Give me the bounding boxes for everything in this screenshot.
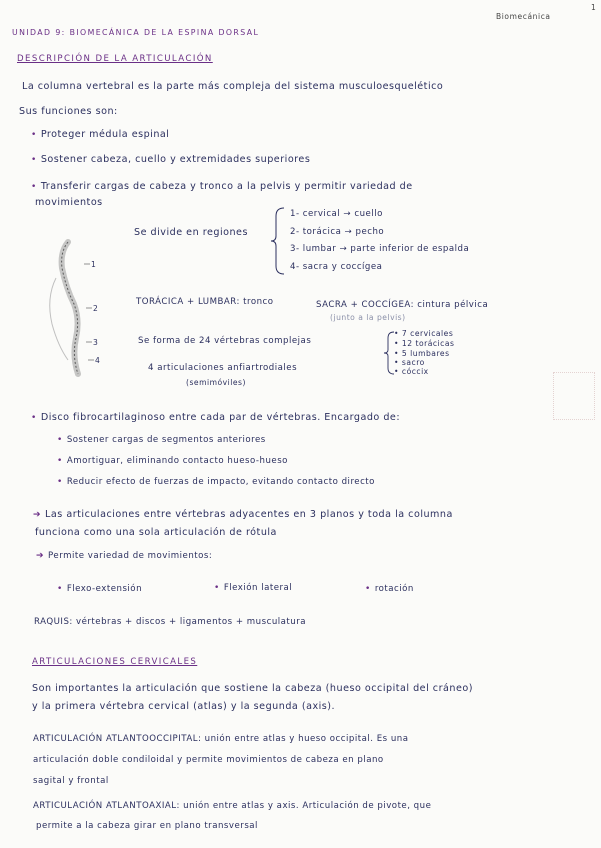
raquis-definition: RAQUIS: vértebras + discos + ligamentos + musculatura <box>34 617 307 627</box>
cervical-paragraph-continued: y la primera vértebra cervical (atlas) y la segunda (axis). <box>32 701 336 712</box>
subject-header: Biomecánica <box>496 12 551 21</box>
figure-label: 3 <box>93 338 99 347</box>
movement-item: • rotación <box>365 584 414 594</box>
joints-line: ➔ Las articulaciones entre vértebras adyacentes en 3 planos y toda la columna <box>33 509 453 520</box>
movement-item: • Flexo-extensión <box>57 584 143 594</box>
figure-label: 1 <box>91 260 97 269</box>
joints-line-continued: funciona como una sola articulación de rótula <box>35 527 277 538</box>
group-thoracic-lumbar: TORÁCICA + LUMBAR: tronco <box>136 297 274 307</box>
intro-line: La columna vertebral es la parte más compleja del sistema musculoesquelético <box>22 81 444 92</box>
variety-line: ➔ Permite variedad de movimientos: <box>36 551 213 561</box>
disc-item: • Reducir efecto de fuerzas de impacto, evitando contacto directo <box>57 477 375 487</box>
regions-brace <box>270 206 290 276</box>
disc-item: • Sostener cargas de segmentos anteriores <box>57 435 266 445</box>
functions-label: Sus funciones son: <box>19 106 118 117</box>
atlantoaxial-line: ARTICULACIÓN ATLANTOAXIAL: unión entre atlas y axis. Articulación de pivote, que <box>33 801 432 811</box>
region-item: 2- torácica → pecho <box>290 227 385 237</box>
function-item: • Proteger médula espinal <box>31 129 170 140</box>
function-item: • Sostener cabeza, cuello y extremidades superiores <box>31 154 311 165</box>
atlantooccipital-line: sagital y frontal <box>33 776 109 786</box>
section-heading-cervical: ARTICULACIONES CERVICALES <box>32 657 198 667</box>
faint-bleedthrough <box>553 372 595 420</box>
atlantooccipital-line: ARTICULACIÓN ATLANTOOCCIPITAL: unión entre atlas y hueso occipital. Es una <box>33 734 409 744</box>
vertebra-type: • 12 torácicas <box>394 339 455 348</box>
disc-item: • Amortiguar, eliminando contacto hueso-hueso <box>57 456 288 466</box>
figure-label: 4 <box>95 356 101 365</box>
cervical-paragraph: Son importantes la articulación que sostiene la cabeza (hueso occipital del cráneo) <box>32 683 473 694</box>
regions-label: Se divide en regiones <box>134 227 248 238</box>
disc-line: • Disco fibrocartilaginoso entre cada par de vértebras. Encargado de: <box>31 412 401 423</box>
movement-item: • Flexión lateral <box>214 583 293 593</box>
vertebra-type: • cóccix <box>394 367 429 376</box>
function-item-continued: movimientos <box>35 197 103 208</box>
region-item: 4- sacra y coccígea <box>290 262 383 272</box>
joints-count: 4 articulaciones anfiartrodiales <box>148 363 298 373</box>
atlantooccipital-line: articulación doble condiloidal y permite movimientos de cabeza en plano <box>33 755 384 765</box>
page-number: 1 <box>591 3 597 12</box>
group-note: (junto a la pelvis) <box>330 313 406 322</box>
atlantoaxial-line: permite a la cabeza girar en plano transversal <box>36 821 258 831</box>
group-sacral-coccygeal: SACRA + COCCÍGEA: cintura pélvica <box>316 300 489 310</box>
vertebra-type: • 5 lumbares <box>394 349 450 358</box>
unit-title: UNIDAD 9: BIOMECÁNICA DE LA ESPINA DORSAL <box>12 28 260 37</box>
vertebrae-count: Se forma de 24 vértebras complejas <box>138 336 312 346</box>
vertebra-type: • 7 cervicales <box>394 329 454 338</box>
region-item: 1- cervical → cuello <box>290 209 383 219</box>
spine-illustration <box>38 238 108 388</box>
joints-type: (semimóviles) <box>186 378 246 387</box>
section-heading-description: DESCRIPCIÓN DE LA ARTICULACIÓN <box>17 54 213 64</box>
function-item: • Transferir cargas de cabeza y tronco a la pelvis y permitir variedad de <box>31 181 413 192</box>
figure-label: 2 <box>93 304 99 313</box>
vertebra-type: • sacro <box>394 358 425 367</box>
region-item: 3- lumbar → parte inferior de espalda <box>290 244 470 254</box>
